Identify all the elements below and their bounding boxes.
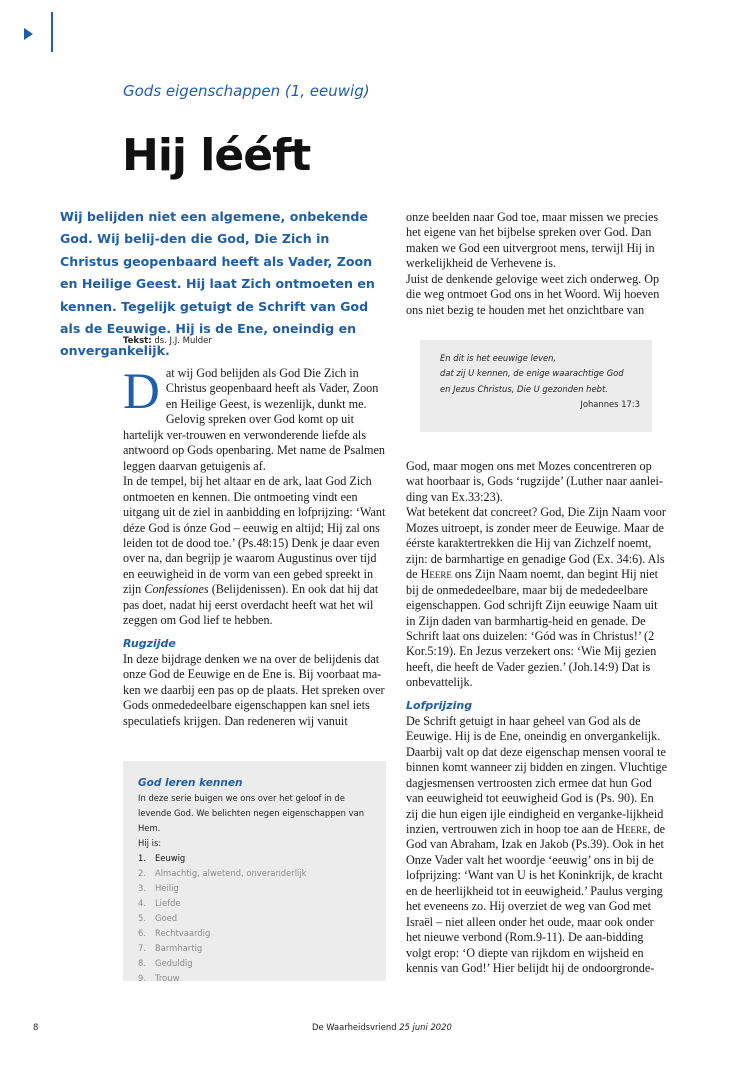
series-item: 8. Geduldig xyxy=(138,958,193,968)
divine-name: Heere xyxy=(616,821,648,836)
body-paragraph: Juist de denkende gelovige weet zich onderweg. Op die weg ontmoet God ons in het Woord. Wij hoeven ons niet bezig te houden met het onzichtbare van xyxy=(406,271,660,317)
quote-line: dat zij U kennen, de enige waarachtige God xyxy=(440,368,624,379)
footer-credit xyxy=(312,1022,452,1032)
series-item: 7. Barmhartig xyxy=(138,943,203,953)
section-subhead: Lofprijzing xyxy=(406,698,473,712)
body-text: ons Zijn Naam noemt, dan begint Hij niet bij de onmededeelbare, maar bij de mededeelbare eigenschappen. God schrijft Zijn eeuwige Naam uit in Zijn daden van barmhartig-heid en genade. De Schrift laat ons duizelen: ‘Gód was ín Christus!’ (2 Kor.5:19). En Jezus verzekert ons: ‘Wie Mij gezien heeft, die heeft de Vader gezien.’ (Joh.14:9) Dat is onbevattelijk. xyxy=(406,567,659,690)
body-text: In de tempel, bij het altaar en de ark, laat God Zich ontmoeten en kennen. Die ontmoeting vindt een uitgang uit de ziel in aanbidding en lofprijzing: ‘Want déze God is ónze God – eeuwig en altijd; Hij zal ons leiden tot de dood toe.’ (Ps.48:15) Denk je daar even over na, dan begrijp je waarom Augustinus over tijd en eeuwigheid in de vorm van een gebed spreekt in zijn xyxy=(123,474,386,597)
divine-name: Heere xyxy=(420,567,452,582)
series-box-title: God leren kennen xyxy=(138,777,243,789)
series-kicker: Gods eigenschappen (1, eeuwig) xyxy=(123,82,370,100)
issue-date: 25 juni 2020 xyxy=(399,1022,452,1032)
body-text: Wat betekent dat concreet? God, Die Zijn Naam voor Mozes uitroept, is zonder meer de Eeuwige. Maar de éérste karaktertrekken die Hij van Zichzelf noemt, zijn: de barmhartige en genadige God (Ex. 34:6). Als de xyxy=(406,505,666,582)
quote-line: en Jezus Christus, Die U gezonden hebt. xyxy=(440,383,608,394)
series-item: 9. Trouw xyxy=(138,973,180,983)
byline xyxy=(123,336,212,346)
series-box xyxy=(123,761,386,981)
body-paragraph: In deze bijdrage denken we na over de belijdenis dat onze God de Eeuwige en de Ene is. Bij voorbaat ma-ken we daarbij een pas op de plaats. Het spreken over Gods onmededeelbare eigenschappen kan snel iets speculatiefs krijgen. Dan redeneren wij vanuit xyxy=(123,651,385,728)
body-paragraph xyxy=(406,505,668,690)
byline-label: Tekst: xyxy=(123,336,152,346)
section-subhead: Rugzijde xyxy=(123,636,176,650)
series-box-description: In deze serie buigen we ons over het geloof in de levende God. We belichten negen eigenschappen van Hem. xyxy=(138,793,365,833)
body-paragraph: onze beelden naar God toe, maar missen we precies het eigene van het bijbelse spreken over God. Dan maken we God een uitvergroot mens, terwijl Hij in werkelijkheid de Verhevene is. xyxy=(406,210,659,271)
magazine-name: De Waarheidsvriend xyxy=(312,1022,397,1032)
pull-quote xyxy=(420,340,652,432)
body-text: , de God van Abraham, Izak en Jakob (Ps.39). Ook in het Onze Vader valt het woordje ‘eeuwig’ ons in bij de lofprijzing: ‘Want van U is het Koninkrijk, de kracht en de heerlijkheid tot in eeuwigheid.’ Paulus verging het eveneens zo. Hij overziet de weg van God met Israël – niet alleen onder het oude, maar ook onder het nieuwe verbond (Rom.9-11). De aan-bidding volgt erop: ‘O diepte van rijkdom en wijsheid en kennis van God!’ Hier belijdt hij de ondoorgronde- xyxy=(406,821,666,976)
body-paragraph xyxy=(123,474,386,629)
page-number: 8 xyxy=(33,1022,39,1032)
body-paragraph xyxy=(123,366,386,474)
quote-line: En dit is het eeuwige leven, xyxy=(440,353,557,363)
drop-cap: D xyxy=(123,364,160,420)
body-text: at wij God belijden als God Die Zich in Christus geopenbaard heeft als Vader, Zoon en Heilige Geest, is wezenlijk, dunkt me. Gelovig spreken over God komt op uit hartelijk ver-trouwen en verwonderende liefde als antwoord op Gods openbaring. Met name de Psalmen leggen daarvan getuigenis af. xyxy=(123,366,385,473)
series-box-lead: Hij is: xyxy=(138,838,162,848)
series-item: 4. Liefde xyxy=(138,898,181,908)
left-column xyxy=(123,366,386,729)
right-column-bottom xyxy=(406,459,668,977)
book-title: Confessiones xyxy=(144,582,209,597)
series-item: 6. Rechtvaardig xyxy=(138,928,211,938)
body-text: De Schrift getuigt in haar geheel van God als de Eeuwige. Hij is de Ene, oneindig en onvergankelijk. Daarbij valt op dat deze eigenschap mensen vooral te binnen komt wanneer zij bidden en zingen. Vluchtige dagjesmensen vertroosten zich ermee dat hun God van eeuwigheid tot eeuwigheid God is (Ps. 90). En zij die hun eigen ijle eindigheid en verganke-lijkheid inzien, vertrouwen zich in hoop toe aan de xyxy=(406,713,668,836)
series-item: 5. Goed xyxy=(138,913,178,923)
right-column-top xyxy=(406,210,668,318)
series-list xyxy=(138,851,376,986)
series-item: 1. Eeuwig xyxy=(138,853,186,863)
quote-reference: Johannes 17:3 xyxy=(580,398,640,409)
page-edge-rule xyxy=(51,12,53,52)
byline-author: ds. J.J. Mulder xyxy=(154,336,212,346)
series-item: 2. Almachtig, alwetend, onveranderlijk xyxy=(138,868,307,878)
page-marker-icon xyxy=(24,28,33,40)
body-paragraph xyxy=(406,714,668,977)
body-paragraph: God, maar mogen ons met Mozes concentreren op wat hoorbaar is, Gods ‘rugzijde’ (Luther naar aanlei-ding van Ex.33:23). xyxy=(406,459,663,504)
article-intro: Wij belijden niet een algemene, onbekende God. Wij belij-den die God, Die Zich in Christus geopenbaard heeft als Vader, Zoon en Heilige Geest. Hij laat Zich ontmoeten en kennen. Tegelijk getuigt de Schrift van God als de Eeuwige. Hij is de Ene, oneindig en onvergankelijk. xyxy=(60,209,375,359)
body-text: (Belijdenissen). En ook dat hij dat pas doet, nadat hij eerst overdacht heeft wat het wil zeggen om God lief te hebben. xyxy=(123,582,379,628)
series-item: 3. Heilig xyxy=(138,883,179,893)
article-headline: Hij lééft xyxy=(122,130,311,181)
